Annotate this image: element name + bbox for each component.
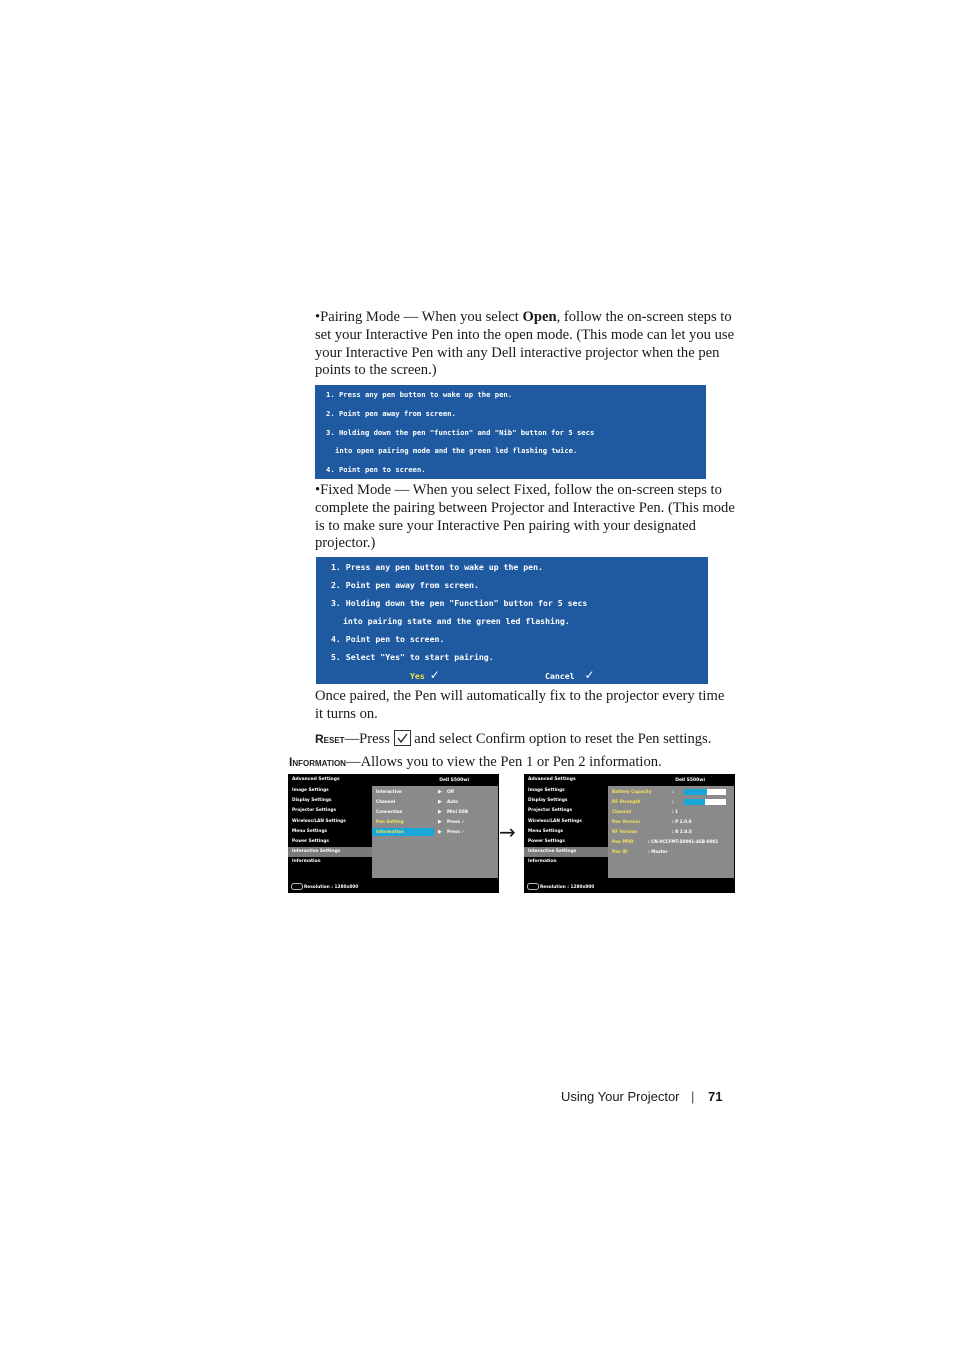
footer-section: Using Your Projector [561,1089,680,1104]
osd-information [524,774,735,893]
osd-row-key: Interactive [376,789,402,794]
osd-info-key: Battery Capacity [612,789,652,794]
osd-header: Advanced Settings [528,777,576,782]
osd-menu-item[interactable]: Image Settings [292,788,329,793]
osd-model: Dell S500wi [675,778,705,783]
osd-info-value: : 1 [672,809,679,814]
box1-line-3: 3. Holding down the pen "function" and "Nib" button for 5 secs [326,428,595,437]
osd-info-row [608,807,734,817]
reset-rest: and select Confirm option to reset the Pen settings. [410,731,712,747]
menu-button-icon [394,730,411,746]
reset-dash: —Press [344,731,394,747]
box2-line-4: into pairing state and the green led flashing. [343,616,570,626]
osd-menu-item[interactable]: Information [292,859,321,865]
osd-row[interactable] [372,797,498,807]
arrow-right-icon: ▶ [438,829,442,835]
osd-row-key: Pen Setting [376,819,404,824]
osd-info-key: Pen Version [612,819,641,824]
rf-strength-bar [684,799,726,805]
pairing-mode-paragraph [315,309,735,380]
fixed-mode-paragraph: •Fixed Mode — When you select Fixed, follow the on-screen steps to complete the pairing between Projector and Interactive Pen. (This mode is to make sure your Interactive Pen pairing with your designated projector.) [315,482,735,552]
box1-line-4: into open pairing mode and the green led flashing twice. [335,446,578,455]
osd-info-key: Pen ID [612,849,628,854]
osd-submenu-panel [372,786,498,878]
open-pairing-instructions-box [315,385,706,479]
box2-line-1: 1. Press any pen button to wake up the pen. [331,562,543,572]
footer-separator: | [691,1089,695,1104]
osd-info-value: : Master [648,849,668,854]
arrow-right-icon: ▶ [438,799,442,805]
osd-header: Advanced Settings [292,777,340,782]
battery-capacity-bar [684,789,726,795]
cancel-check-icon: ✓ [584,668,595,682]
osd-resolution: Resolution : 1280x800 [304,885,359,890]
yes-label: Yes [410,671,425,681]
osd-info-value: : [672,789,674,794]
box1-line-2: 2. Point pen away from screen. [326,409,456,418]
cancel-label: Cancel [545,671,575,681]
osd-info-value: : CN-0CCFMT-S0001-46B-0001 [648,839,719,844]
reset-paragraph [315,730,735,749]
osd-menu-item[interactable]: Projector Settings [292,808,337,814]
osd-info-row [608,837,734,847]
osd-info-value: : P 2.0.0 [672,819,692,824]
remote-icon [527,883,539,890]
arrow-right-icon: ▶ [438,789,442,795]
osd-row-value: Off [447,789,454,794]
information-paragraph [289,754,749,772]
osd-info-row [608,817,734,827]
osd-menu-item[interactable]: Display Settings [528,798,568,804]
osd-row-key: Connection [376,809,403,814]
osd-resolution: Resolution : 1280x800 [540,885,595,890]
osd-menu-item[interactable]: Display Settings [292,798,332,804]
box2-line-5: 4. Point pen to screen. [331,634,445,644]
box1-line-1: 1. Press any pen button to wake up the pen. [326,390,513,399]
osd-info-row [608,847,734,857]
cancel-option[interactable] [545,668,595,682]
box2-line-3: 3. Holding down the pen "Function" button for 5 secs [331,598,588,608]
osd-row-key: Channel [376,799,396,804]
osd-row-value: Mini USB [447,809,469,814]
osd-row[interactable] [372,787,498,797]
osd-menu-item[interactable]: Information [528,859,557,865]
osd-row-value: Auto [447,799,459,804]
osd-menu-item[interactable]: Menu Settings [292,828,328,834]
osd-menu-item[interactable]: Projector Settings [528,808,573,814]
osd-interactive-settings [288,774,499,893]
yes-option[interactable] [410,668,440,682]
osd-info-value: : [672,799,674,804]
osd-row-value: Press ✓ [447,829,465,834]
osd-row[interactable] [372,817,498,827]
osd-menu-item[interactable]: Menu Settings [528,828,564,834]
osd-info-key: Pen PPID [612,839,634,844]
remote-icon [291,883,303,890]
osd-row-key: Information [376,829,404,834]
osd-info-key: RF Version [612,829,638,834]
osd-menu-item[interactable]: Image Settings [528,788,565,793]
osd-menu [288,786,372,868]
page-number: 71 [708,1089,723,1104]
information-label: Information [289,755,346,769]
box2-line-6: 5. Select "Yes" to start pairing. [331,652,494,662]
information-rest: —Allows you to view the Pen 1 or Pen 2 information. [345,754,662,770]
osd-info-key: RF Strength [612,799,641,804]
yes-check-icon: ✓ [429,668,440,682]
osd-row-value: Press ✓ [447,819,465,824]
box1-line-5: 4. Point pen to screen. [326,465,426,474]
osd-model: Dell S500wi [439,778,469,783]
box2-line-2: 2. Point pen away from screen. [331,580,479,590]
fixed-pairing-instructions-box [316,557,708,684]
arrow-right-icon: ▶ [438,809,442,815]
arrow-right-icon: ▶ [438,819,442,825]
osd-info-key: Channel [612,809,632,814]
reset-label: Reset [315,732,345,746]
osd-menu-item-selected[interactable]: Interactive Settings [288,847,372,857]
osd-row-selected[interactable] [372,827,498,837]
osd-menu-item[interactable]: Wireless/LAN Settings [292,818,346,824]
osd-info-row [608,827,734,837]
pairing-open-bold: Open [522,309,557,325]
osd-menu-item-selected[interactable]: Interactive Settings [524,847,608,857]
osd-row[interactable] [372,807,498,817]
once-paired-paragraph: Once paired, the Pen will automatically fix to the projector every time it turns on. [315,688,725,722]
osd-menu-item[interactable]: Wireless/LAN Settings [528,818,582,824]
osd-menu-item[interactable]: Power Settings [292,838,329,844]
pairing-text-post: , follow the on-screen steps to set your Interactive Pen into the open mode. (This mode can let you use your Interactive Pen with any Dell interactive projector when the pen points to the screen.) [315,309,735,379]
osd-menu [524,786,608,868]
osd-info-panel [608,786,734,878]
osd-info-value: : R 2.0.0 [672,829,692,834]
arrow-right-icon: → [499,820,516,844]
pairing-text-pre: •Pairing Mode — When you select [315,309,523,325]
osd-menu-item[interactable]: Power Settings [528,838,565,844]
